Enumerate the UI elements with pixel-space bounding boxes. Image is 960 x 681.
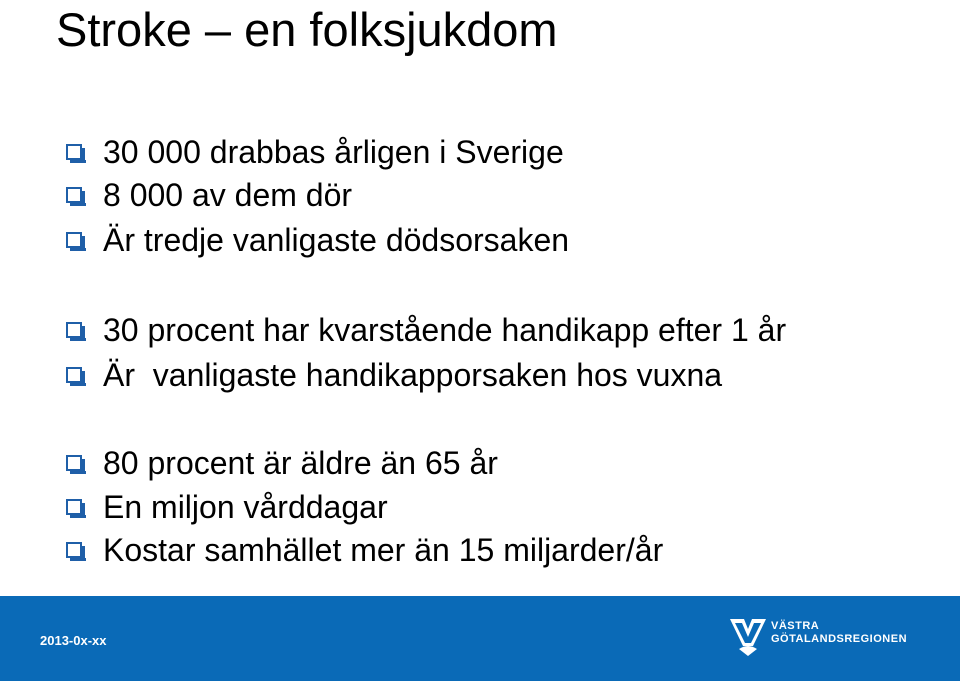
list-item (66, 309, 786, 351)
footer-date: 2013-0x-xx (40, 633, 107, 648)
checkbox-square-icon (66, 499, 82, 515)
list-item (66, 529, 663, 571)
bullet-text: 30 procent har kvarstående handikapp efter 1 år (103, 312, 787, 348)
bullet-text: En miljon vårddagar (103, 489, 388, 525)
logo-text-line1: VÄSTRA (771, 620, 820, 632)
checkbox-square-icon (66, 187, 82, 203)
list-item (66, 219, 569, 261)
checkbox-square-icon (66, 322, 82, 338)
slide-title: Stroke – en folksjukdom (56, 3, 558, 56)
checkbox-square-icon (66, 144, 82, 160)
bullet-text: 30 000 drabbas årligen i Sverige (103, 134, 564, 170)
checkbox-square-icon (66, 232, 82, 248)
list-item (66, 131, 564, 173)
list-item (66, 442, 498, 484)
bullet-text: Är tredje vanligaste dödsorsaken (103, 222, 570, 258)
bullet-text: Är vanligaste handikapporsaken hos vuxna (103, 357, 723, 393)
logo-text-line2: GÖTALANDSREGIONEN (771, 633, 908, 645)
list-item (66, 486, 388, 528)
list-item (66, 174, 352, 216)
checkbox-square-icon (66, 367, 82, 383)
checkbox-square-icon (66, 542, 82, 558)
list-item (66, 354, 722, 396)
organization-logo (729, 616, 919, 664)
bullet-text: 80 procent är äldre än 65 år (103, 445, 498, 481)
bullet-text: Kostar samhället mer än 15 miljarder/år (103, 532, 664, 568)
vgr-logo-icon (729, 616, 767, 658)
checkbox-square-icon (66, 455, 82, 471)
footer-bar (0, 596, 960, 681)
bullet-text: 8 000 av dem dör (103, 177, 353, 213)
